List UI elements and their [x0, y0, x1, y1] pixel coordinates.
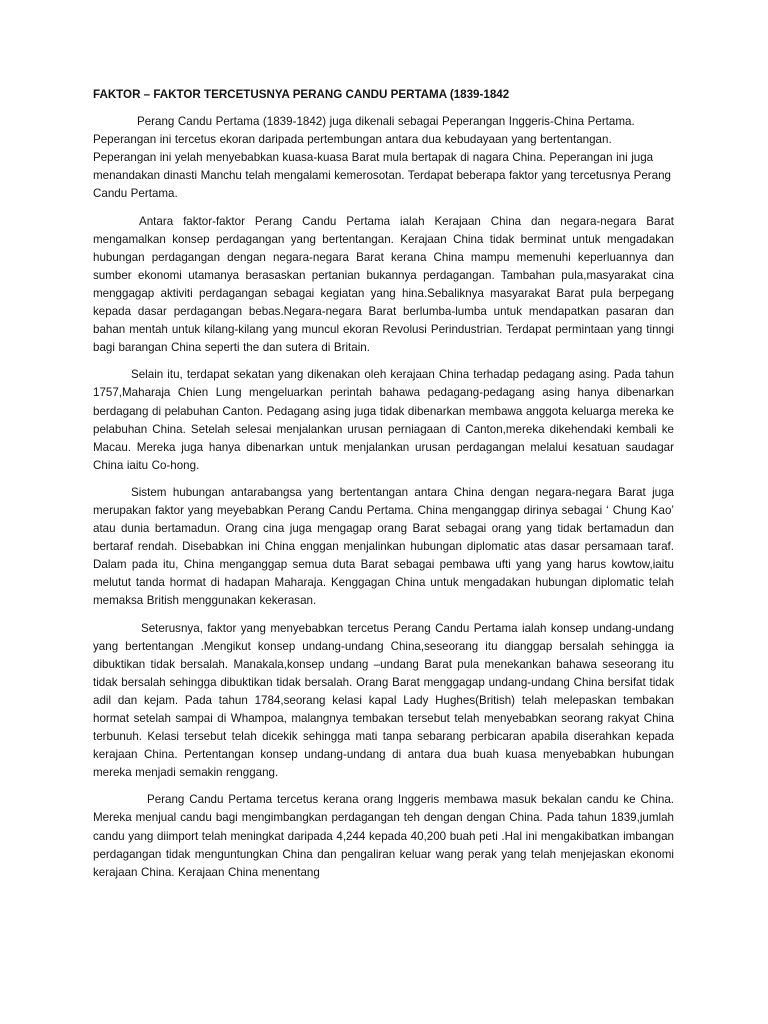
paragraph-introduction: Perang Candu Pertama (1839-1842) juga dikenali sebagai Peperangan Inggeris-China Pertama. Peperangan ini tercetus ekoran daripada pertembungan antara dua kebudayaan yang bertentangan. Peperangan ini yelah menyebabkan kuasa-kuasa Barat mula bertapak di nagara China. Peperangan ini juga menandakan dinasti Manchu telah mengalami kemerosotan. Terdapat beberapa faktor yang tercetusnya Perang Candu Pertama.	[93, 115, 671, 201]
paragraph-legal-concepts: Seterusnya, faktor yang menyebabkan tercetus Perang Candu Pertama ialah konsep undang-undang yang bertentangan .Mengikut konsep undang-undang China,seseorang itu dianggap bersalah sehingga ia dibuktikan tidak bersalah. Manakala,konsep undang –undang Barat pula menekankan bahawa seseorang itu tidak bersalah sehingga dibuktikan tidak bersalah. Orang Barat menggagap undang-undang China bersifat tidak adil dan kejam. Pada tahun 1784,seorang kelasi kapal Lady Hughes(British) telah melepaskan tembakan hormat setelah sampai di Whampoa, malangnya tembakan tersebut telah menyebabkan seorang rakyat China terbunuh. Kelasi tersebut telah dicekik sehingga mati tanpa sebarang perbicaran apabila diserahkan kepada kerajaan China. Pertentangan konsep undang-undang di antara dua buah kuasa menyebabkan hubungan mereka menjadi semakin renggang.	[93, 621, 674, 780]
paragraph-opium-trade: Perang Candu Pertama tercetus kerana orang Inggeris membawa masuk bekalan candu ke China. Mereka menjual candu bagi mengimbangkan perdagangan teh dengan dengan China. Pada tahun 1839,jumlah candu yang diimport telah meningkat daripada 4,244 kepada 40,200 buah peti .Hal ini mengakibatkan imbangan perdagangan tidak menguntungkan China dan pengaliran keluar wang perak yang telah menjejaskan ekonomi kerajaan China. Kerajaan China menentang	[93, 793, 674, 879]
document-title: FAKTOR – FAKTOR TERCETUSNYA PERANG CANDU PERTAMA (1839-1842	[93, 88, 510, 101]
paragraph-trade-concepts: Antara faktor-faktor Perang Candu Pertama ialah Kerajaan China dan negara-negara Barat mengamalkan konsep perdagangan yang bertentangan. Kerajaan China tidak berminat untuk mengadakan hubungan perdagangan dengan negara-negara Barat kerana China mampu memenuhi keperluannya dan sumber ekonomi utamanya berasaskan pertanian bukannya perdagangan. Tambahan pula,masyarakat cina menggagap aktiviti perdagangan sebagai kegiatan yang hina.Sebaliknya masyarakat Barat pula berpegang kepada dasar perdagangan bebas.Negara-negara Barat berlumba-lumba untuk mendapatkan pasaran dan bahan mentah untuk kilang-kilang yang muncul ekoran Revolusi Perindustrian. Terdapat permintaan yang tinngi bagi barangan China seperti the dan sutera di Britain.	[93, 214, 674, 355]
paragraph-trade-restrictions: Selain itu, terdapat sekatan yang dikenakan oleh kerajaan China terhadap pedagang asing. Pada tahun 1757,Maharaja Chien Lung mengeluarkan perintah bahawa pedagang-pedagang asing hanya dibenarkan berdagang di pelabuhan Canton. Pedagang asing juga tidak dibenarkan membawa anggota keluarga mereka ke pelabuhan China. Setelah selesai menjalankan urusan perniagaan di Canton,mereka dikehendaki kembali ke Macau. Mereka juga hanya dibenarkan untuk menjalankan urusan perdagangan melalui kesatuan saudagar China iaitu Co-hong.	[93, 368, 674, 472]
paragraph-international-relations: Sistem hubungan antarabangsa yang bertentangan antara China dengan negara-negara Barat juga merupakan faktor yang meyebabkan Perang Candu Pertama. China menganggap dirinya sebagai ‘ Chung Kao’ atau dunia bertamadun. Orang cina juga mengagap orang Barat sebagai orang yang tidak bertamadun dan bertaraf rendah. Disebabkan ini China enggan menjalinkan hubungan diplomatic atas dasar persamaan taraf. Dalam pada itu, China menganggap semua duta Barat sebagai pembawa ufti yang yang harus kowtow,iaitu melutut tanda hormat di hadapan Maharaja. Kenggagan China untuk mengadakan hubungan diplomatic telah memaksa British menggunakan kekerasan.	[93, 485, 674, 608]
document-page	[93, 86, 674, 882]
